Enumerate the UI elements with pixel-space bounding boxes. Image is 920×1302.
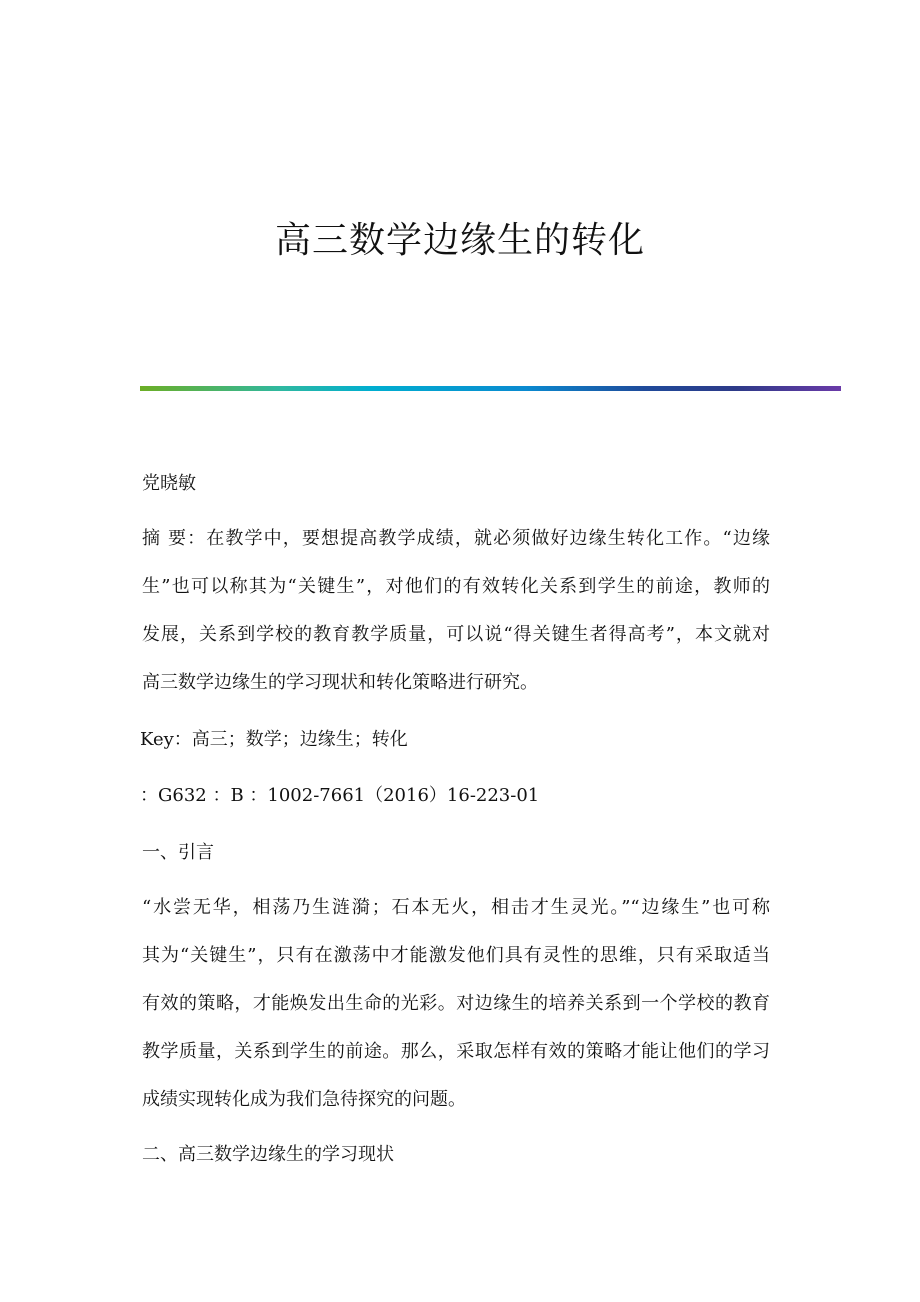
classification-info: ：G632 ：B ：1002-7661（2016）16-223-01 (140, 785, 540, 806)
paragraph-line: 成绩实现转化成为我们急待探究的问题。 (142, 1089, 466, 1110)
author: 党晓敏 (142, 473, 196, 494)
section-heading-intro: 一、引言 (142, 842, 214, 863)
paragraph-line: 有效的策略，才能焕发出生命的光彩。对边缘生的培养关系到一个学校的教育 (142, 993, 770, 1014)
title-divider-bar (140, 386, 841, 391)
paragraph-line: 教学质量，关系到学生的前途。那么，采取怎样有效的策略才能让他们的学习 (142, 1041, 770, 1062)
abstract-line: 发展，关系到学校的教育教学质量，可以说“得关键生者得高考”，本文就对 (142, 624, 770, 645)
abstract-line: 高三数学边缘生的学习现状和转化策略进行研究。 (142, 672, 538, 693)
abstract-line: 摘 要：在教学中，要想提高教学成绩，就必须做好边缘生转化工作。“边缘 (142, 528, 770, 549)
document-title: 高三数学边缘生的转化 (274, 220, 645, 261)
paragraph-line: 其为“关键生”，只有在激荡中才能激发他们具有灵性的思维，只有采取适当 (142, 945, 770, 966)
paragraph-line: “水尝无华，相荡乃生涟漪；石本无火，相击才生灵光。”“边缘生”也可称 (142, 897, 770, 918)
keywords: Key：高三；数学；边缘生；转化 (140, 729, 408, 750)
abstract-line: 生”也可以称其为“关键生”，对他们的有效转化关系到学生的前途，教师的 (142, 576, 770, 597)
section-heading-status: 二、高三数学边缘生的学习现状 (142, 1144, 394, 1165)
